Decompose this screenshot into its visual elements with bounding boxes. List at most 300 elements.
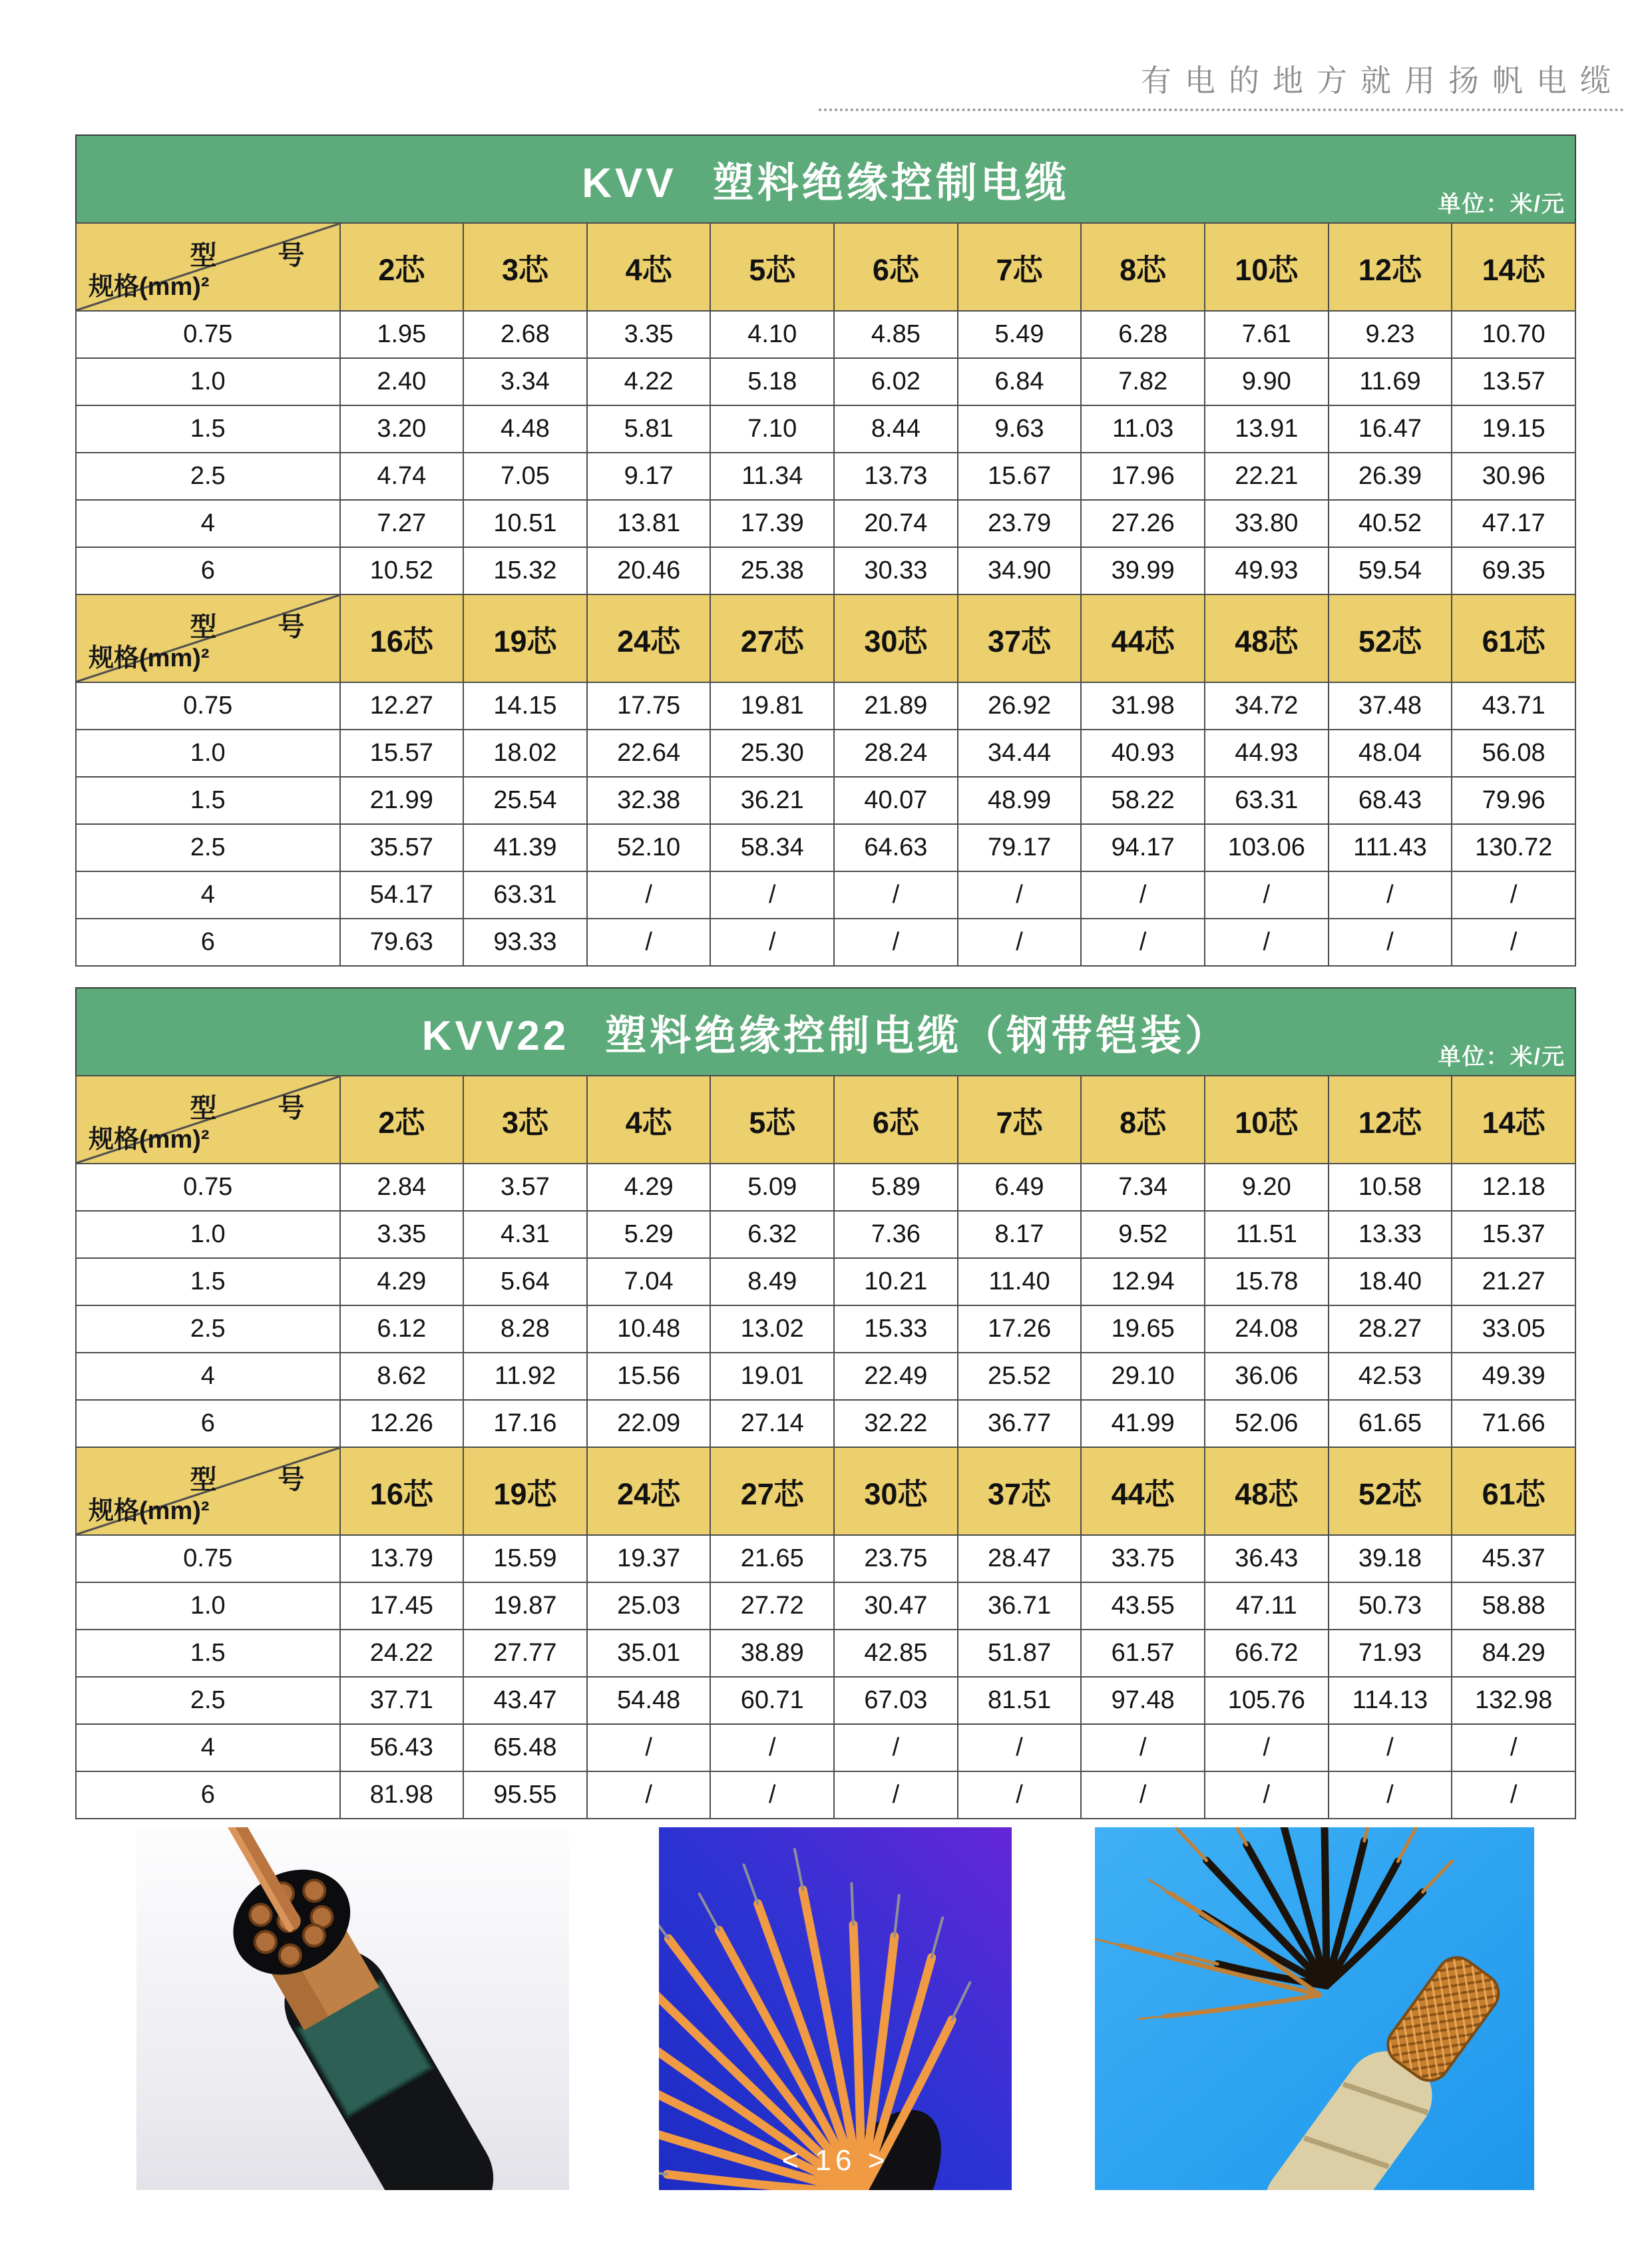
price-cell: 35.01 [587,1630,711,1677]
kvv22-model-code: KVV22 [421,1012,570,1059]
price-cell: 15.32 [463,547,587,594]
price-cell: 68.43 [1329,777,1452,824]
price-cell: 63.31 [463,871,587,919]
price-cell: 9.90 [1205,358,1329,405]
core-count-header: 61芯 [1452,594,1575,682]
price-cell: / [587,1724,711,1771]
table-row [76,500,1575,547]
price-cell: 7.61 [1205,311,1329,358]
price-cell: 25.54 [463,777,587,824]
price-cell: 103.06 [1205,824,1329,871]
price-cell: 5.18 [710,358,834,405]
price-cell: / [958,871,1082,919]
spec-axis-label: 规格(mm)² [89,644,210,672]
spec-cell: 6 [76,1400,340,1447]
price-cell: / [958,1771,1082,1819]
price-cell: 17.45 [340,1582,464,1630]
price-cell: 15.33 [834,1305,958,1353]
price-cell: 9.17 [587,453,711,500]
price-cell: 28.47 [958,1535,1082,1582]
price-cell: 12.18 [1452,1164,1575,1211]
kvv22-title-text: 塑料绝缘控制电缆（钢带铠装） [605,1012,1230,1059]
price-cell: 10.52 [340,547,464,594]
price-cell: 38.89 [710,1630,834,1677]
price-cell: 5.81 [587,405,711,453]
spec-cell: 4 [76,1353,340,1400]
table-row [76,1677,1575,1724]
core-count-header: 12芯 [1329,223,1452,311]
price-cell: 5.09 [710,1164,834,1211]
price-cell: 15.78 [1205,1258,1329,1305]
table-row [76,1535,1575,1582]
price-cell: 21.99 [340,777,464,824]
price-cell: 18.40 [1329,1258,1452,1305]
spec-cell: 6 [76,919,340,966]
header-row [76,1447,1575,1535]
spec-cell: 1.0 [76,1582,340,1630]
price-cell: 13.33 [1329,1211,1452,1258]
price-cell: 8.28 [463,1305,587,1353]
core-count-header: 30芯 [834,594,958,682]
table-row [76,1164,1575,1211]
price-cell: 45.37 [1452,1535,1575,1582]
price-cell: 49.93 [1205,547,1329,594]
price-cell: 52.10 [587,824,711,871]
price-cell: 3.20 [340,405,464,453]
table-row [76,1353,1575,1400]
price-cell: / [587,919,711,966]
price-cell: 5.64 [463,1258,587,1305]
price-cell: 42.85 [834,1630,958,1677]
price-cell: / [1329,871,1452,919]
copper-braid-shielded-cable-photo [1095,1827,1534,2190]
price-cell: / [1081,871,1205,919]
price-cell: / [710,1724,834,1771]
price-cell: 19.65 [1081,1305,1205,1353]
core-count-header: 14芯 [1452,223,1575,311]
price-cell: 79.96 [1452,777,1575,824]
price-cell: 61.65 [1329,1400,1452,1447]
price-cell: 15.37 [1452,1211,1575,1258]
price-cell: 11.03 [1081,405,1205,453]
price-cell: 51.87 [958,1630,1082,1677]
price-cell: 11.51 [1205,1211,1329,1258]
price-cell: 17.96 [1081,453,1205,500]
price-cell: / [710,871,834,919]
price-cell: 34.44 [958,730,1082,777]
spec-cell: 4 [76,500,340,547]
core-count-header: 37芯 [958,594,1082,682]
model-axis-label: 型 号 [190,241,322,270]
header-row [76,223,1575,311]
price-cell: 15.59 [463,1535,587,1582]
price-cell: 4.29 [340,1258,464,1305]
table-row [76,1400,1575,1447]
price-cell: / [834,1771,958,1819]
core-count-header: 16芯 [340,594,464,682]
price-cell: 27.77 [463,1630,587,1677]
price-cell: 19.87 [463,1582,587,1630]
table-row [76,871,1575,919]
kvv22-unit-label: 单位：米/元 [1438,1044,1565,1070]
price-cell: 35.57 [340,824,464,871]
price-cell: / [958,1724,1082,1771]
price-cell: 61.57 [1081,1630,1205,1677]
price-cell: 22.64 [587,730,711,777]
price-cell: 17.16 [463,1400,587,1447]
price-cell: 130.72 [1452,824,1575,871]
price-cell: 58.88 [1452,1582,1575,1630]
spec-cell: 0.75 [76,1164,340,1211]
price-cell: / [958,919,1082,966]
kvv22-title-band [75,987,1576,1075]
price-cell: 7.36 [834,1211,958,1258]
price-cell: 3.57 [463,1164,587,1211]
header-row [76,1076,1575,1164]
price-cell: 69.35 [1452,547,1575,594]
price-cell: / [1452,919,1575,966]
price-cell: 34.90 [958,547,1082,594]
price-cell: 27.14 [710,1400,834,1447]
price-cell: 32.22 [834,1400,958,1447]
price-cell: 58.34 [710,824,834,871]
spec-cell: 0.75 [76,1535,340,1582]
table-row [76,1305,1575,1353]
spec-cell: 1.0 [76,730,340,777]
price-cell: / [1081,1771,1205,1819]
price-cell: 34.72 [1205,682,1329,730]
price-cell: 6.02 [834,358,958,405]
price-cell: 41.99 [1081,1400,1205,1447]
core-count-header: 8芯 [1081,1076,1205,1164]
spec-model-diagonal-cell [76,594,340,682]
price-cell: 39.18 [1329,1535,1452,1582]
spec-axis-label: 规格(mm)² [89,1126,210,1154]
price-cell: 40.07 [834,777,958,824]
model-axis-label: 型 号 [190,1094,322,1123]
price-cell: 79.17 [958,824,1082,871]
price-cell: / [1205,1771,1329,1819]
price-cell: 29.10 [1081,1353,1205,1400]
price-cell: 11.34 [710,453,834,500]
price-cell: 71.93 [1329,1630,1452,1677]
price-cell: 13.91 [1205,405,1329,453]
price-cell: 5.89 [834,1164,958,1211]
price-cell: 8.62 [340,1353,464,1400]
core-count-header: 24芯 [587,594,711,682]
price-cell: 84.29 [1452,1630,1575,1677]
price-cell: 54.17 [340,871,464,919]
spec-model-diagonal-cell [76,223,340,311]
core-count-header: 3芯 [463,223,587,311]
table-row [76,547,1575,594]
spec-cell: 0.75 [76,682,340,730]
price-cell: 132.98 [1452,1677,1575,1724]
price-cell: 26.39 [1329,453,1452,500]
core-count-header: 7芯 [958,223,1082,311]
price-cell: 7.05 [463,453,587,500]
price-cell: 79.63 [340,919,464,966]
price-cell: 50.73 [1329,1582,1452,1630]
spec-cell: 6 [76,1771,340,1819]
core-count-header: 37芯 [958,1447,1082,1535]
price-cell: 28.27 [1329,1305,1452,1353]
price-cell: 9.20 [1205,1164,1329,1211]
spec-cell: 1.5 [76,405,340,453]
price-cell: 6.49 [958,1164,1082,1211]
core-count-header: 12芯 [1329,1076,1452,1164]
price-cell: 22.09 [587,1400,711,1447]
core-count-header: 61芯 [1452,1447,1575,1535]
price-cell: 7.34 [1081,1164,1205,1211]
price-cell: 30.33 [834,547,958,594]
core-count-header: 3芯 [463,1076,587,1164]
price-cell: 95.55 [463,1771,587,1819]
price-cell: 36.06 [1205,1353,1329,1400]
price-cell: / [1081,919,1205,966]
price-cell: 30.96 [1452,453,1575,500]
price-cell: 43.71 [1452,682,1575,730]
spec-cell: 4 [76,871,340,919]
core-count-header: 27芯 [710,1447,834,1535]
spec-axis-label: 规格(mm)² [89,273,210,301]
price-cell: 40.93 [1081,730,1205,777]
spec-cell: 2.5 [76,1305,340,1353]
price-cell: 36.71 [958,1582,1082,1630]
price-cell: 19.81 [710,682,834,730]
core-count-header: 27芯 [710,594,834,682]
price-cell: / [1452,1771,1575,1819]
price-cell: 17.39 [710,500,834,547]
price-cell: / [1081,1724,1205,1771]
spec-model-diagonal-cell [76,1076,340,1164]
spec-cell: 2.5 [76,824,340,871]
price-cell: 60.71 [710,1677,834,1724]
kvv-title-band [75,134,1576,222]
price-cell: 37.48 [1329,682,1452,730]
spec-cell: 1.0 [76,1211,340,1258]
price-cell: 13.02 [710,1305,834,1353]
fanned-orange-control-wires-photo [659,1827,1012,2190]
core-count-header: 52芯 [1329,594,1452,682]
spec-cell: 1.5 [76,1630,340,1677]
price-cell: 13.57 [1452,358,1575,405]
price-cell: 42.53 [1329,1353,1452,1400]
price-cell: 31.98 [1081,682,1205,730]
core-count-header: 44芯 [1081,1447,1205,1535]
core-count-header: 10芯 [1205,1076,1329,1164]
table-row [76,777,1575,824]
core-count-header: 48芯 [1205,594,1329,682]
price-cell: 11.69 [1329,358,1452,405]
price-cell: / [1329,919,1452,966]
price-cell: 13.73 [834,453,958,500]
price-cell: 5.29 [587,1211,711,1258]
price-cell: 63.31 [1205,777,1329,824]
spec-cell: 2.5 [76,1677,340,1724]
price-cell: 58.22 [1081,777,1205,824]
price-cell: 41.39 [463,824,587,871]
spec-model-diagonal-cell [76,1447,340,1535]
price-cell: 3.34 [463,358,587,405]
price-cell: 19.15 [1452,405,1575,453]
price-cell: / [834,1724,958,1771]
core-count-header: 14芯 [1452,1076,1575,1164]
price-cell: 2.68 [463,311,587,358]
table-row [76,453,1575,500]
price-cell: 93.33 [463,919,587,966]
price-cell: / [1329,1771,1452,1819]
price-cell: 14.15 [463,682,587,730]
price-cell: 19.01 [710,1353,834,1400]
price-cell: 21.27 [1452,1258,1575,1305]
core-count-header: 19芯 [463,594,587,682]
price-cell: 43.47 [463,1677,587,1724]
price-cell: 12.26 [340,1400,464,1447]
model-axis-label: 型 号 [190,1465,322,1494]
price-cell: 111.43 [1329,824,1452,871]
price-cell: 30.47 [834,1582,958,1630]
price-cell: 23.79 [958,500,1082,547]
price-cell: 47.11 [1205,1582,1329,1630]
price-cell: 2.40 [340,358,464,405]
price-cell: 65.48 [463,1724,587,1771]
price-cell: 12.27 [340,682,464,730]
price-cell: 33.75 [1081,1535,1205,1582]
core-count-header: 4芯 [587,223,711,311]
price-cell: 1.95 [340,311,464,358]
price-cell: 47.17 [1452,500,1575,547]
price-cell: 25.38 [710,547,834,594]
price-cell: 27.26 [1081,500,1205,547]
price-cell: 2.84 [340,1164,464,1211]
price-cell: / [1452,1724,1575,1771]
price-cell: 8.17 [958,1211,1082,1258]
kvv-price-grid [75,222,1576,967]
price-cell: 13.79 [340,1535,464,1582]
price-cell: 16.47 [1329,405,1452,453]
price-cell: / [587,871,711,919]
price-cell: 40.52 [1329,500,1452,547]
core-count-header: 8芯 [1081,223,1205,311]
price-cell: 66.72 [1205,1630,1329,1677]
price-cell: 20.46 [587,547,711,594]
price-cell: / [834,919,958,966]
price-cell: 10.58 [1329,1164,1452,1211]
price-cell: / [1329,1724,1452,1771]
price-cell: 28.24 [834,730,958,777]
price-cell: 6.32 [710,1211,834,1258]
price-cell: 4.31 [463,1211,587,1258]
price-cell: 36.43 [1205,1535,1329,1582]
price-cell: 48.04 [1329,730,1452,777]
table-row [76,1211,1575,1258]
price-cell: 56.08 [1452,730,1575,777]
price-cell: 71.66 [1452,1400,1575,1447]
price-cell: / [587,1771,711,1819]
price-cell: 21.65 [710,1535,834,1582]
price-cell: 7.10 [710,405,834,453]
price-cell: 67.03 [834,1677,958,1724]
header-row [76,594,1575,682]
core-count-header: 7芯 [958,1076,1082,1164]
price-cell: 13.81 [587,500,711,547]
table-row [76,1582,1575,1630]
core-count-header: 10芯 [1205,223,1329,311]
price-cell: 17.75 [587,682,711,730]
table-row [76,1724,1575,1771]
price-cell: 9.63 [958,405,1082,453]
price-cell: 26.92 [958,682,1082,730]
price-cell: 36.21 [710,777,834,824]
price-cell: / [1205,1724,1329,1771]
price-cell: 10.21 [834,1258,958,1305]
price-cell: 10.70 [1452,311,1575,358]
price-cell: 54.48 [587,1677,711,1724]
kvv-title-text: 塑料绝缘控制电缆 [712,160,1070,206]
spec-cell: 4 [76,1724,340,1771]
table-row [76,405,1575,453]
price-cell: 22.21 [1205,453,1329,500]
price-cell: 32.38 [587,777,711,824]
price-cell: 37.71 [340,1677,464,1724]
price-cell: / [1452,871,1575,919]
price-cell: 21.89 [834,682,958,730]
price-cell: 7.82 [1081,358,1205,405]
table-row [76,311,1575,358]
price-cell: 4.85 [834,311,958,358]
price-cell: 3.35 [587,311,711,358]
price-cell: 105.76 [1205,1677,1329,1724]
core-count-header: 24芯 [587,1447,711,1535]
table-row [76,682,1575,730]
core-count-header: 6芯 [834,1076,958,1164]
price-cell: 10.48 [587,1305,711,1353]
price-cell: / [1205,871,1329,919]
price-cell: 25.30 [710,730,834,777]
price-cell: 24.08 [1205,1305,1329,1353]
price-cell: 24.22 [340,1630,464,1677]
table-row [76,1258,1575,1305]
price-cell: 64.63 [834,824,958,871]
kvv22-title [422,1003,1229,1062]
price-cell: 20.74 [834,500,958,547]
price-cell: 9.23 [1329,311,1452,358]
core-count-header: 6芯 [834,223,958,311]
price-cell: 94.17 [1081,824,1205,871]
price-cell: / [834,871,958,919]
price-cell: 25.03 [587,1582,711,1630]
price-cell: 7.27 [340,500,464,547]
spec-cell: 1.0 [76,358,340,405]
price-cell: / [710,1771,834,1819]
price-cell: 8.49 [710,1258,834,1305]
core-count-header: 30芯 [834,1447,958,1535]
price-cell: / [1205,919,1329,966]
price-cell: 7.04 [587,1258,711,1305]
price-cell: 15.57 [340,730,464,777]
price-cell: 18.02 [463,730,587,777]
core-count-header: 44芯 [1081,594,1205,682]
price-cell: 39.99 [1081,547,1205,594]
price-cell: 52.06 [1205,1400,1329,1447]
price-cell: 4.48 [463,405,587,453]
price-cell: 81.98 [340,1771,464,1819]
kvv22-price-table [75,987,1576,1819]
kvv-title [582,150,1070,209]
price-cell: / [710,919,834,966]
price-cell: 4.74 [340,453,464,500]
